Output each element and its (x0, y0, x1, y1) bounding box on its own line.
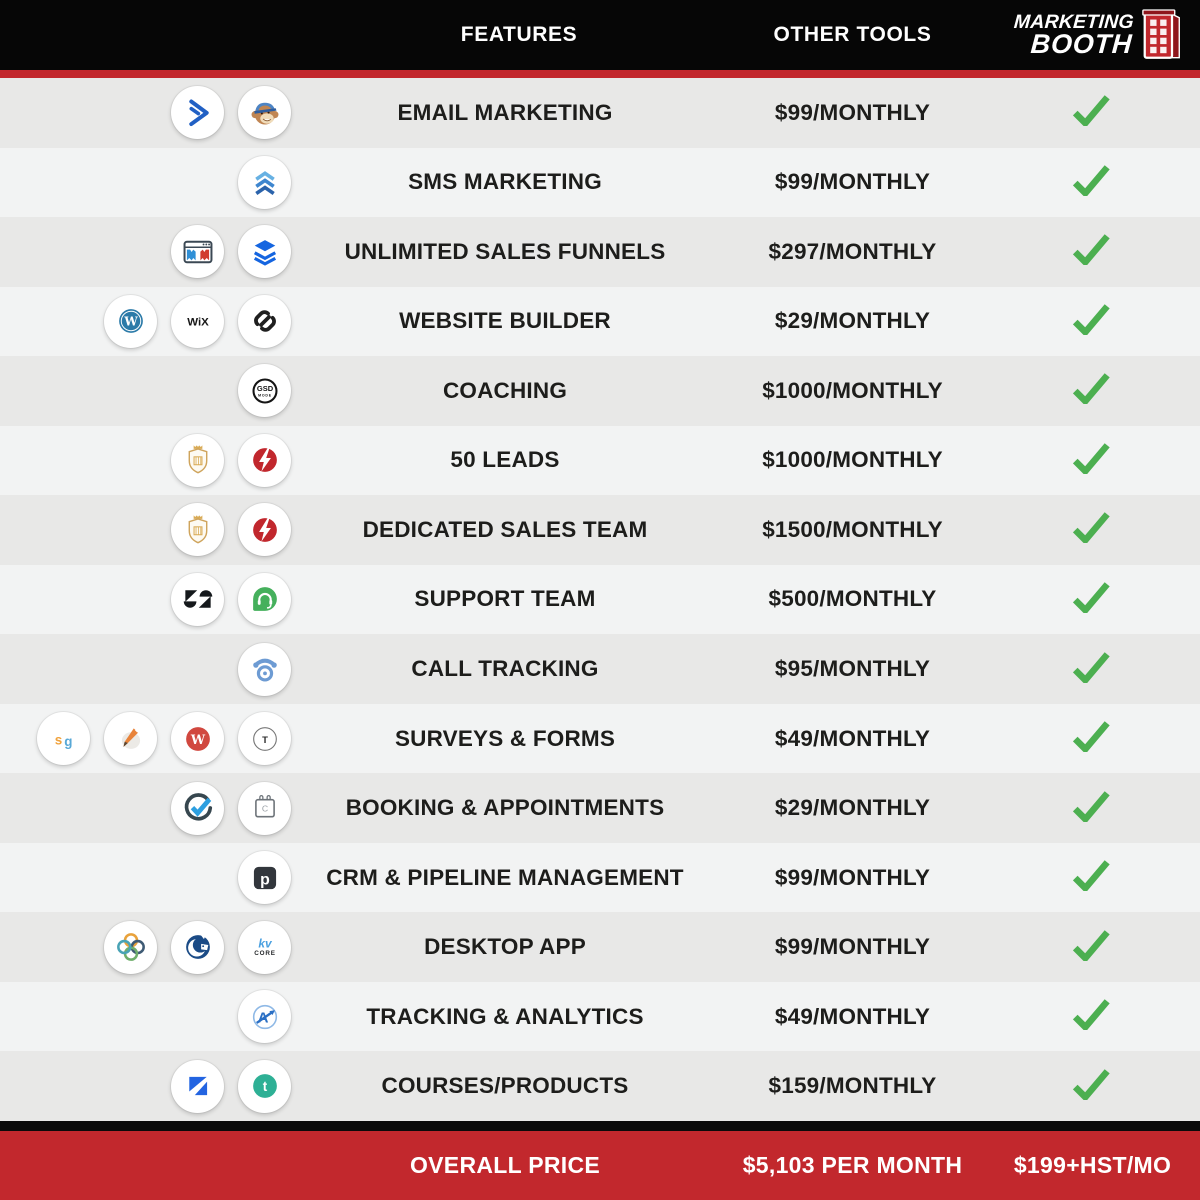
svg-text:g: g (63, 733, 72, 749)
activecampaign-arrow-icon (171, 86, 224, 139)
brand-line-1: MARKETING (1013, 10, 1135, 33)
svg-text:WiX: WiX (186, 316, 209, 329)
green-check-icon (1070, 651, 1112, 688)
table-row (0, 1051, 1200, 1121)
included-cell (995, 581, 1200, 618)
included-cell (995, 442, 1200, 479)
table-row (0, 426, 1200, 496)
included-cell (995, 94, 1200, 131)
sms-chevrons-icon (238, 156, 291, 209)
row-tool-icons (0, 225, 300, 278)
feature-label: EMAIL MARKETING (397, 99, 613, 125)
other-tools-total: $5,103 PER MONTH (742, 1152, 963, 1178)
row-tool-icons (0, 712, 300, 765)
row-tool-icons (0, 86, 300, 139)
green-check-icon (1070, 94, 1112, 131)
table-row (0, 704, 1200, 774)
green-check-icon (1070, 442, 1112, 479)
svg-text:s: s (54, 732, 62, 748)
included-cell (995, 720, 1200, 757)
wordpress-w-icon (104, 295, 157, 348)
feature-label: UNLIMITED SALES FUNNELS (344, 238, 666, 264)
kajabi-k-icon (171, 1060, 224, 1113)
other-tools-price: $99/MONTHLY (774, 169, 931, 195)
lightning-bolt-icon (238, 503, 291, 556)
svg-text:T: T (261, 734, 268, 746)
wufoo-w-icon (171, 712, 224, 765)
table-row (0, 495, 1200, 565)
table-row (0, 565, 1200, 635)
green-check-icon (1070, 790, 1112, 827)
pipedrive-p-icon (238, 851, 291, 904)
feature-label: WEBSITE BUILDER (399, 308, 611, 334)
feature-label: BOOKING & APPOINTMENTS (345, 795, 665, 821)
other-tools-price: $29/MONTHLY (774, 308, 931, 334)
lightning-bolt-icon (238, 434, 291, 487)
green-check-icon (1070, 372, 1112, 409)
row-tool-icons (0, 364, 300, 417)
row-tool-icons (0, 643, 300, 696)
other-tools-price: $159/MONTHLY (768, 1073, 937, 1099)
table-row (0, 982, 1200, 1052)
feature-label: 50 LEADS (450, 447, 560, 473)
svg-text:GSD: GSD (256, 383, 273, 393)
table-row (0, 912, 1200, 982)
other-tools-price: $99/MONTHLY (774, 99, 931, 125)
green-check-icon (1070, 998, 1112, 1035)
green-check-icon (1070, 233, 1112, 270)
green-check-icon (1070, 581, 1112, 618)
brand-logo (995, 8, 1200, 62)
brand-wordmark (1012, 10, 1135, 59)
wix-wordmark-icon (171, 295, 224, 348)
row-tool-icons (0, 573, 300, 626)
included-cell (995, 303, 1200, 340)
feature-label: SMS MARKETING (408, 169, 602, 195)
green-check-icon (1070, 164, 1112, 201)
other-tools-price: $49/MONTHLY (774, 1003, 931, 1029)
included-cell (995, 998, 1200, 1035)
green-check-icon (1070, 720, 1112, 757)
other-tools-price: $29/MONTHLY (774, 795, 931, 821)
other-tools-price: $95/MONTHLY (774, 656, 931, 682)
table-header (0, 0, 1200, 70)
brand-price: $199+HST/MO (1013, 1152, 1172, 1178)
included-cell (995, 164, 1200, 201)
svg-text:kv: kv (257, 936, 272, 951)
clickfunnels-window-icon (171, 225, 224, 278)
row-tool-icons (0, 990, 300, 1043)
other-tools-price: $99/MONTHLY (774, 934, 931, 960)
teachable-t-icon (238, 1060, 291, 1113)
sg-letters-icon (37, 712, 90, 765)
included-cell (995, 511, 1200, 548)
interlocked-rings-icon (104, 921, 157, 974)
row-tool-icons (0, 1060, 300, 1113)
svg-text:MODE: MODE (257, 393, 272, 398)
table-row (0, 148, 1200, 218)
footer-bar (0, 1131, 1200, 1200)
row-tool-icons (0, 921, 300, 974)
feature-label: COACHING (442, 377, 568, 403)
table-row (0, 287, 1200, 357)
table-row (0, 217, 1200, 287)
squarespace-knot-icon (238, 295, 291, 348)
calendar-c-icon (238, 782, 291, 835)
svg-text:t: t (262, 1078, 267, 1094)
svg-text:p: p (259, 870, 270, 888)
feature-label: DESKTOP APP (424, 934, 586, 960)
row-tool-icons (0, 503, 300, 556)
feature-rows (0, 78, 1200, 1121)
feature-label: SURVEYS & FORMS (394, 725, 616, 751)
green-check-icon (1070, 511, 1112, 548)
overall-price-label: OVERALL PRICE (409, 1152, 601, 1178)
kvcore-wordmark-icon (238, 921, 291, 974)
survey-pencil-icon (104, 712, 157, 765)
row-tool-icons (0, 295, 300, 348)
analytics-arrow-a-icon (238, 990, 291, 1043)
svg-text:W: W (123, 314, 138, 329)
zendesk-z-icon (171, 573, 224, 626)
gold-crest-shield-icon (171, 434, 224, 487)
other-tools-price: $1000/MONTHLY (762, 377, 943, 403)
table-row (0, 356, 1200, 426)
table-row (0, 634, 1200, 704)
brand-line-2: BOOTH (1029, 28, 1134, 59)
table-row (0, 78, 1200, 148)
lion-head-icon (171, 921, 224, 974)
green-check-icon (1070, 303, 1112, 340)
layers-stack-icon (238, 225, 291, 278)
other-tools-price: $1500/MONTHLY (762, 516, 943, 542)
gsd-mode-badge-icon (238, 364, 291, 417)
features-column-header: FEATURES (460, 23, 578, 46)
svg-text:A: A (257, 1009, 268, 1027)
typeform-t-icon (238, 712, 291, 765)
mailchimp-monkey-icon (238, 86, 291, 139)
table-row (0, 773, 1200, 843)
feature-label: COURSES/PRODUCTS (381, 1073, 629, 1099)
red-phone-booth-icon (1142, 8, 1182, 62)
included-cell (995, 372, 1200, 409)
other-tools-price: $297/MONTHLY (768, 238, 937, 264)
row-tool-icons (0, 434, 300, 487)
other-tools-price: $500/MONTHLY (768, 586, 937, 612)
included-cell (995, 1068, 1200, 1105)
row-tool-icons (0, 782, 300, 835)
row-tool-icons (0, 851, 300, 904)
svg-text:W: W (190, 731, 205, 747)
headset-bubble-icon (238, 573, 291, 626)
table-row (0, 843, 1200, 913)
green-check-icon (1070, 1068, 1112, 1105)
feature-label: DEDICATED SALES TEAM (362, 516, 648, 542)
other-tools-price: $49/MONTHLY (774, 725, 931, 751)
other-tools-price: $1000/MONTHLY (762, 447, 943, 473)
included-cell (995, 790, 1200, 827)
green-check-icon (1070, 929, 1112, 966)
included-cell (995, 651, 1200, 688)
green-check-icon (1070, 859, 1112, 896)
svg-text:CORE: CORE (253, 950, 276, 958)
check-ring-icon (171, 782, 224, 835)
feature-label: TRACKING & ANALYTICS (366, 1003, 644, 1029)
included-cell (995, 859, 1200, 896)
other-tools-column-header: OTHER TOOLS (773, 23, 932, 46)
row-tool-icons (0, 156, 300, 209)
feature-label: CALL TRACKING (411, 656, 599, 682)
feature-label: CRM & PIPELINE MANAGEMENT (326, 864, 684, 890)
feature-label: SUPPORT TEAM (414, 586, 596, 612)
red-accent-stripe (0, 70, 1200, 78)
included-cell (995, 233, 1200, 270)
gold-crest-shield-icon (171, 503, 224, 556)
rotary-phone-icon (238, 643, 291, 696)
footer-divider (0, 1121, 1200, 1131)
included-cell (995, 929, 1200, 966)
other-tools-price: $99/MONTHLY (774, 864, 931, 890)
svg-text:C: C (261, 803, 268, 814)
